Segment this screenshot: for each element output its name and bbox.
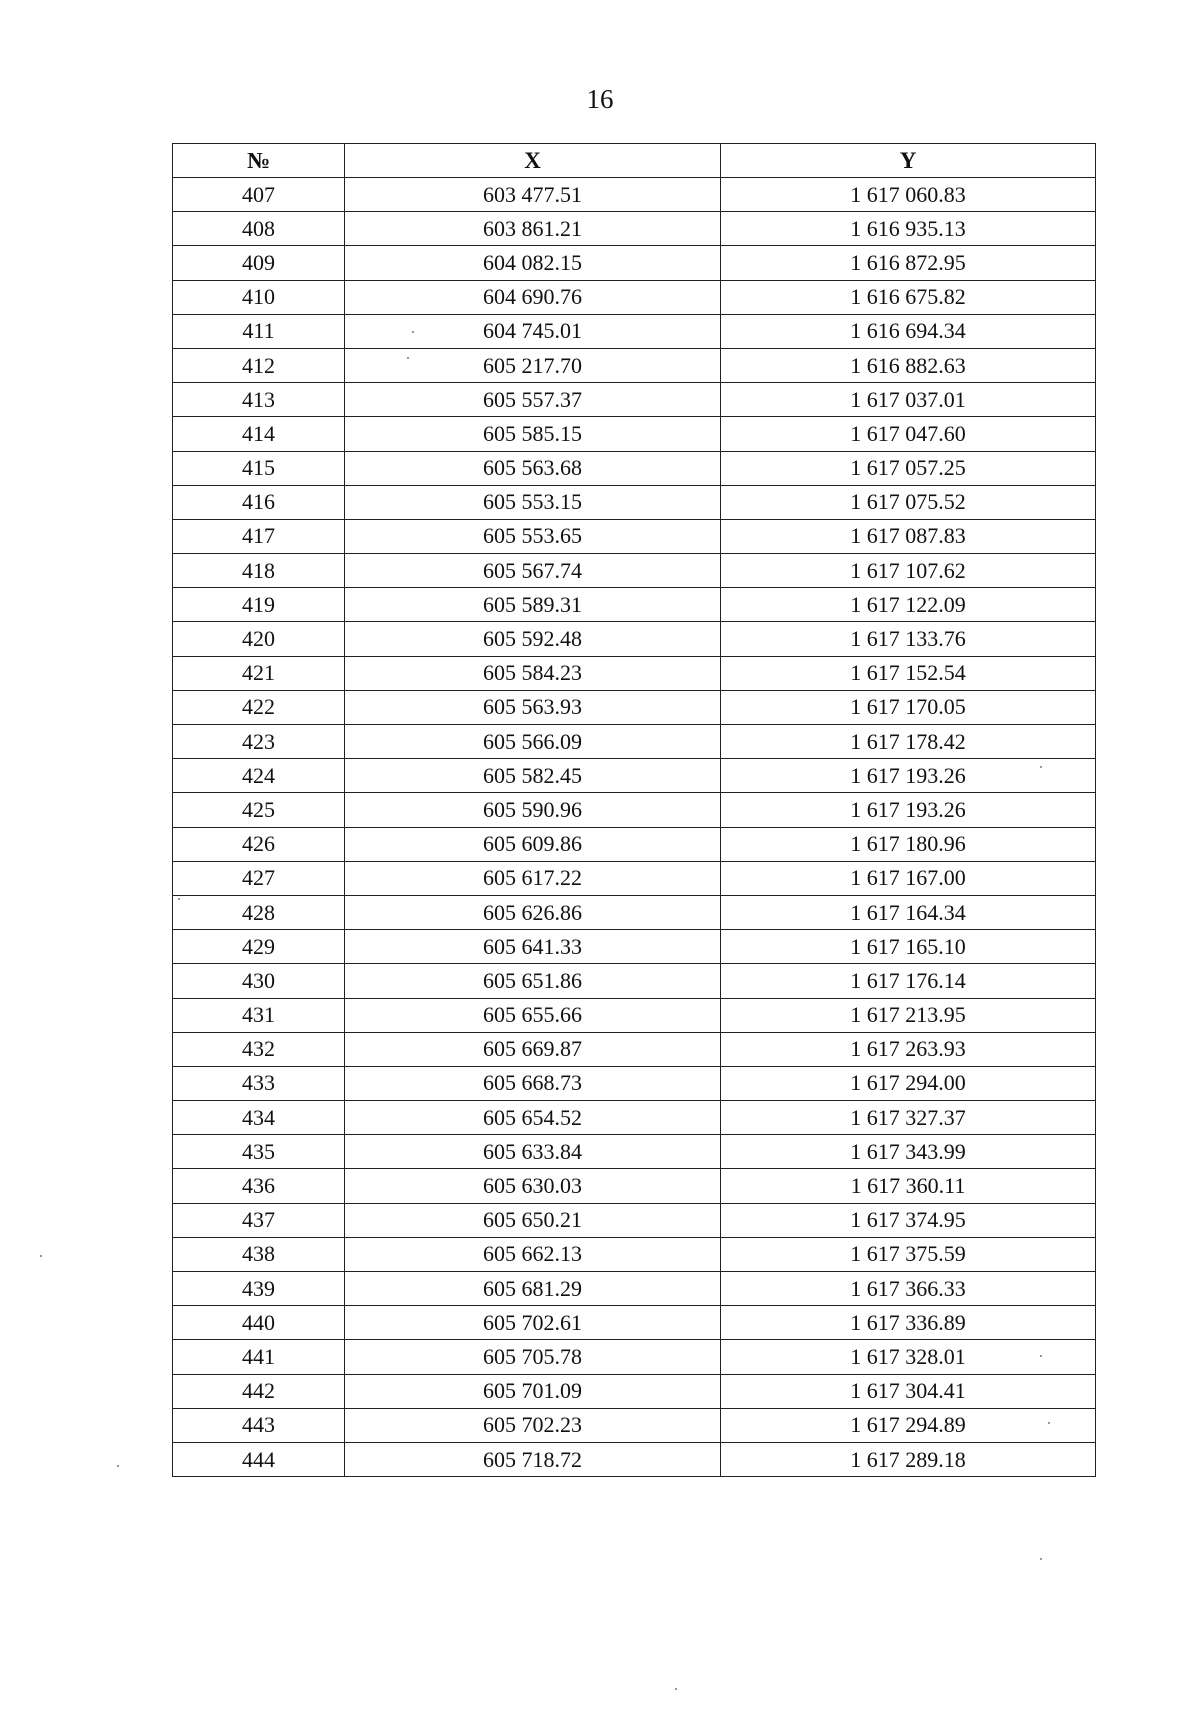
table-body bbox=[173, 178, 1096, 1477]
x-coordinate-cell: 605 553.65 bbox=[345, 519, 721, 553]
table-row bbox=[173, 554, 1096, 588]
x-coordinate-cell: 605 563.93 bbox=[345, 690, 721, 724]
y-coordinate-cell: 1 617 294.89 bbox=[721, 1408, 1096, 1442]
x-coordinate-cell: 605 557.37 bbox=[345, 383, 721, 417]
point-number-cell: 439 bbox=[173, 1272, 345, 1306]
header-row bbox=[173, 144, 1096, 178]
x-coordinate-cell: 605 617.22 bbox=[345, 861, 721, 895]
table-row bbox=[173, 1442, 1096, 1476]
table-row bbox=[173, 280, 1096, 314]
scan-speck bbox=[1040, 766, 1042, 768]
x-coordinate-cell: 605 592.48 bbox=[345, 622, 721, 656]
y-coordinate-cell: 1 617 336.89 bbox=[721, 1306, 1096, 1340]
y-coordinate-cell: 1 616 694.34 bbox=[721, 314, 1096, 348]
y-coordinate-cell: 1 617 360.11 bbox=[721, 1169, 1096, 1203]
point-number-cell: 422 bbox=[173, 690, 345, 724]
x-coordinate-cell: 605 553.15 bbox=[345, 485, 721, 519]
y-coordinate-cell: 1 617 122.09 bbox=[721, 588, 1096, 622]
header-x: X bbox=[345, 144, 721, 178]
table-row bbox=[173, 178, 1096, 212]
y-coordinate-cell: 1 617 366.33 bbox=[721, 1272, 1096, 1306]
point-number-cell: 443 bbox=[173, 1408, 345, 1442]
point-number-cell: 416 bbox=[173, 485, 345, 519]
point-number-cell: 426 bbox=[173, 827, 345, 861]
y-coordinate-cell: 1 617 327.37 bbox=[721, 1101, 1096, 1135]
point-number-cell: 430 bbox=[173, 964, 345, 998]
x-coordinate-cell: 605 567.74 bbox=[345, 554, 721, 588]
point-number-cell: 421 bbox=[173, 656, 345, 690]
table-row bbox=[173, 793, 1096, 827]
y-coordinate-cell: 1 616 935.13 bbox=[721, 212, 1096, 246]
y-coordinate-cell: 1 617 087.83 bbox=[721, 519, 1096, 553]
y-coordinate-cell: 1 616 872.95 bbox=[721, 246, 1096, 280]
table-row bbox=[173, 383, 1096, 417]
y-coordinate-cell: 1 617 075.52 bbox=[721, 485, 1096, 519]
point-number-cell: 412 bbox=[173, 348, 345, 382]
y-coordinate-cell: 1 617 107.62 bbox=[721, 554, 1096, 588]
point-number-cell: 444 bbox=[173, 1442, 345, 1476]
x-coordinate-cell: 605 702.23 bbox=[345, 1408, 721, 1442]
y-coordinate-cell: 1 617 289.18 bbox=[721, 1442, 1096, 1476]
header-number: № bbox=[173, 144, 345, 178]
coordinates-table bbox=[172, 143, 1096, 1477]
y-coordinate-cell: 1 617 375.59 bbox=[721, 1237, 1096, 1271]
y-coordinate-cell: 1 617 037.01 bbox=[721, 383, 1096, 417]
y-coordinate-cell: 1 617 193.26 bbox=[721, 759, 1096, 793]
table-row bbox=[173, 895, 1096, 929]
y-coordinate-cell: 1 617 170.05 bbox=[721, 690, 1096, 724]
point-number-cell: 431 bbox=[173, 998, 345, 1032]
x-coordinate-cell: 605 654.52 bbox=[345, 1101, 721, 1135]
table-row bbox=[173, 1272, 1096, 1306]
point-number-cell: 429 bbox=[173, 930, 345, 964]
point-number-cell: 410 bbox=[173, 280, 345, 314]
table-row bbox=[173, 1203, 1096, 1237]
point-number-cell: 433 bbox=[173, 1066, 345, 1100]
scan-speck bbox=[407, 357, 409, 359]
table-row bbox=[173, 656, 1096, 690]
table-header bbox=[173, 144, 1096, 178]
table-row bbox=[173, 759, 1096, 793]
point-number-cell: 428 bbox=[173, 895, 345, 929]
scan-speck bbox=[178, 898, 180, 900]
x-coordinate-cell: 604 690.76 bbox=[345, 280, 721, 314]
point-number-cell: 415 bbox=[173, 451, 345, 485]
table-row bbox=[173, 1237, 1096, 1271]
x-coordinate-cell: 605 702.61 bbox=[345, 1306, 721, 1340]
point-number-cell: 418 bbox=[173, 554, 345, 588]
table-row bbox=[173, 1066, 1096, 1100]
y-coordinate-cell: 1 617 176.14 bbox=[721, 964, 1096, 998]
table-row bbox=[173, 1408, 1096, 1442]
x-coordinate-cell: 605 217.70 bbox=[345, 348, 721, 382]
x-coordinate-cell: 605 641.33 bbox=[345, 930, 721, 964]
point-number-cell: 437 bbox=[173, 1203, 345, 1237]
point-number-cell: 417 bbox=[173, 519, 345, 553]
scan-speck bbox=[675, 1688, 677, 1690]
y-coordinate-cell: 1 616 675.82 bbox=[721, 280, 1096, 314]
table-row bbox=[173, 314, 1096, 348]
x-coordinate-cell: 605 701.09 bbox=[345, 1374, 721, 1408]
x-coordinate-cell: 605 630.03 bbox=[345, 1169, 721, 1203]
y-coordinate-cell: 1 617 152.54 bbox=[721, 656, 1096, 690]
table-row bbox=[173, 1032, 1096, 1066]
x-coordinate-cell: 605 584.23 bbox=[345, 656, 721, 690]
y-coordinate-cell: 1 617 178.42 bbox=[721, 725, 1096, 759]
x-coordinate-cell: 605 718.72 bbox=[345, 1442, 721, 1476]
y-coordinate-cell: 1 617 057.25 bbox=[721, 451, 1096, 485]
point-number-cell: 414 bbox=[173, 417, 345, 451]
table-row bbox=[173, 964, 1096, 998]
table-row bbox=[173, 451, 1096, 485]
x-coordinate-cell: 604 082.15 bbox=[345, 246, 721, 280]
table-row bbox=[173, 485, 1096, 519]
x-coordinate-cell: 604 745.01 bbox=[345, 314, 721, 348]
point-number-cell: 432 bbox=[173, 1032, 345, 1066]
x-coordinate-cell: 605 563.68 bbox=[345, 451, 721, 485]
table-row bbox=[173, 348, 1096, 382]
point-number-cell: 420 bbox=[173, 622, 345, 656]
table-row bbox=[173, 1340, 1096, 1374]
x-coordinate-cell: 605 566.09 bbox=[345, 725, 721, 759]
table-row bbox=[173, 861, 1096, 895]
point-number-cell: 435 bbox=[173, 1135, 345, 1169]
header-y: Y bbox=[721, 144, 1096, 178]
x-coordinate-cell: 605 655.66 bbox=[345, 998, 721, 1032]
point-number-cell: 424 bbox=[173, 759, 345, 793]
x-coordinate-cell: 605 626.86 bbox=[345, 895, 721, 929]
x-coordinate-cell: 603 861.21 bbox=[345, 212, 721, 246]
scan-speck bbox=[40, 1255, 42, 1257]
y-coordinate-cell: 1 617 167.00 bbox=[721, 861, 1096, 895]
table-row bbox=[173, 725, 1096, 759]
x-coordinate-cell: 605 590.96 bbox=[345, 793, 721, 827]
y-coordinate-cell: 1 617 193.26 bbox=[721, 793, 1096, 827]
point-number-cell: 436 bbox=[173, 1169, 345, 1203]
point-number-cell: 434 bbox=[173, 1101, 345, 1135]
y-coordinate-cell: 1 617 343.99 bbox=[721, 1135, 1096, 1169]
point-number-cell: 409 bbox=[173, 246, 345, 280]
y-coordinate-cell: 1 617 304.41 bbox=[721, 1374, 1096, 1408]
x-coordinate-cell: 605 651.86 bbox=[345, 964, 721, 998]
table-row bbox=[173, 1374, 1096, 1408]
y-coordinate-cell: 1 617 374.95 bbox=[721, 1203, 1096, 1237]
point-number-cell: 413 bbox=[173, 383, 345, 417]
page-number: 16 bbox=[586, 84, 614, 114]
table-row bbox=[173, 690, 1096, 724]
point-number-cell: 407 bbox=[173, 178, 345, 212]
scan-speck bbox=[117, 1465, 119, 1467]
point-number-cell: 408 bbox=[173, 212, 345, 246]
x-coordinate-cell: 605 681.29 bbox=[345, 1272, 721, 1306]
x-coordinate-cell: 603 477.51 bbox=[345, 178, 721, 212]
point-number-cell: 438 bbox=[173, 1237, 345, 1271]
x-coordinate-cell: 605 585.15 bbox=[345, 417, 721, 451]
point-number-cell: 423 bbox=[173, 725, 345, 759]
x-coordinate-cell: 605 668.73 bbox=[345, 1066, 721, 1100]
x-coordinate-cell: 605 650.21 bbox=[345, 1203, 721, 1237]
scan-speck bbox=[1040, 1355, 1042, 1357]
table-row bbox=[173, 1135, 1096, 1169]
y-coordinate-cell: 1 617 180.96 bbox=[721, 827, 1096, 861]
point-number-cell: 440 bbox=[173, 1306, 345, 1340]
scan-speck bbox=[1048, 1422, 1050, 1424]
y-coordinate-cell: 1 617 213.95 bbox=[721, 998, 1096, 1032]
x-coordinate-cell: 605 669.87 bbox=[345, 1032, 721, 1066]
scan-speck bbox=[412, 331, 414, 333]
point-number-cell: 419 bbox=[173, 588, 345, 622]
table-row bbox=[173, 930, 1096, 964]
point-number-cell: 411 bbox=[173, 314, 345, 348]
table-row bbox=[173, 1306, 1096, 1340]
y-coordinate-cell: 1 616 882.63 bbox=[721, 348, 1096, 382]
x-coordinate-cell: 605 705.78 bbox=[345, 1340, 721, 1374]
y-coordinate-cell: 1 617 328.01 bbox=[721, 1340, 1096, 1374]
table-row bbox=[173, 622, 1096, 656]
y-coordinate-cell: 1 617 133.76 bbox=[721, 622, 1096, 656]
point-number-cell: 427 bbox=[173, 861, 345, 895]
x-coordinate-cell: 605 582.45 bbox=[345, 759, 721, 793]
table-row bbox=[173, 827, 1096, 861]
table-row bbox=[173, 588, 1096, 622]
table-row bbox=[173, 1169, 1096, 1203]
table-row bbox=[173, 417, 1096, 451]
x-coordinate-cell: 605 589.31 bbox=[345, 588, 721, 622]
x-coordinate-cell: 605 633.84 bbox=[345, 1135, 721, 1169]
point-number-cell: 441 bbox=[173, 1340, 345, 1374]
table-row bbox=[173, 998, 1096, 1032]
y-coordinate-cell: 1 617 060.83 bbox=[721, 178, 1096, 212]
y-coordinate-cell: 1 617 047.60 bbox=[721, 417, 1096, 451]
y-coordinate-cell: 1 617 263.93 bbox=[721, 1032, 1096, 1066]
table-row bbox=[173, 1101, 1096, 1135]
y-coordinate-cell: 1 617 164.34 bbox=[721, 895, 1096, 929]
table-row bbox=[173, 246, 1096, 280]
table-row bbox=[173, 519, 1096, 553]
y-coordinate-cell: 1 617 294.00 bbox=[721, 1066, 1096, 1100]
x-coordinate-cell: 605 609.86 bbox=[345, 827, 721, 861]
y-coordinate-cell: 1 617 165.10 bbox=[721, 930, 1096, 964]
table-row bbox=[173, 212, 1096, 246]
point-number-cell: 425 bbox=[173, 793, 345, 827]
x-coordinate-cell: 605 662.13 bbox=[345, 1237, 721, 1271]
point-number-cell: 442 bbox=[173, 1374, 345, 1408]
scan-speck bbox=[1040, 1558, 1042, 1560]
